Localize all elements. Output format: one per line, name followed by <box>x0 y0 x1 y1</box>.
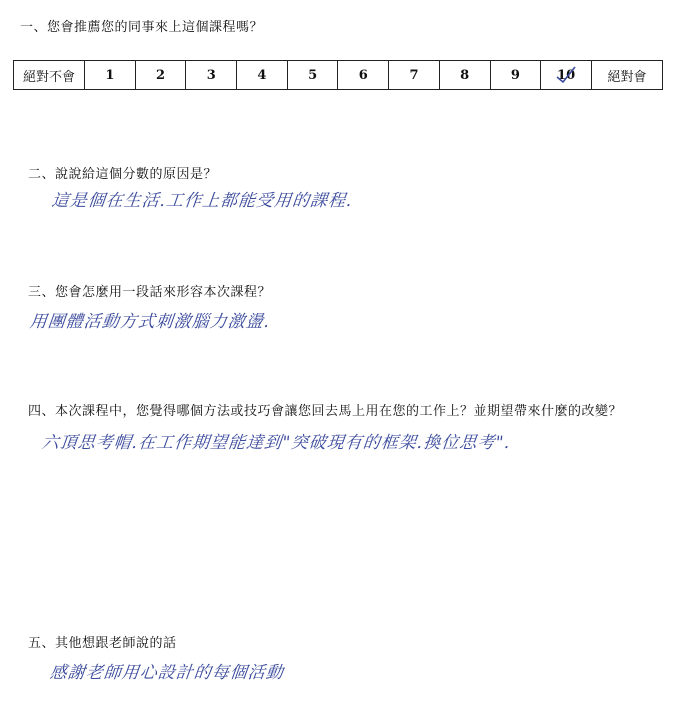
scale-option-7[interactable]: 7 <box>389 61 440 90</box>
scale-option-4[interactable]: 4 <box>237 61 288 90</box>
question-2: 二、說說給這個分數的原因是？ <box>28 167 218 182</box>
question-1: 一、您會推薦您的同事來上這個課程嗎？ <box>20 20 264 35</box>
question-4: 四、本次課程中，您覺得哪個方法或技巧會讓您回去馬上用在您的工作上？並期望帶來什麼的改變？ <box>28 404 623 419</box>
scale-option-5[interactable]: 5 <box>287 61 338 90</box>
answer-4: 六頂思考帽.在工作期望能達到"突破現有的框架.換位思考". <box>40 433 512 453</box>
question-5: 五、其他想跟老師說的話 <box>28 636 177 651</box>
question-3: 三、您會怎麼用一段話來形容本次課程？ <box>28 285 272 300</box>
scale-option-1[interactable]: 1 <box>85 61 136 90</box>
answer-2: 這是個在生活.工作上都能受用的課程. <box>50 191 354 211</box>
answer-3: 用團體活動方式刺激腦力激盪. <box>28 312 272 332</box>
rating-scale <box>13 60 663 90</box>
scale-option-6[interactable]: 6 <box>338 61 389 90</box>
scale-option-2[interactable]: 2 <box>135 61 186 90</box>
scale-option-10[interactable] <box>541 61 592 90</box>
check-mark-icon <box>554 65 578 85</box>
scale-low-label: 絕對不會 <box>14 61 85 90</box>
scale-option-9[interactable]: 9 <box>490 61 541 90</box>
scale-option-3[interactable]: 3 <box>186 61 237 90</box>
scale-option-10-label: 10 <box>557 67 576 83</box>
answer-5: 感謝老師用心設計的每個活動 <box>48 663 285 683</box>
scale-option-8[interactable]: 8 <box>439 61 490 90</box>
scale-high-label: 絕對會 <box>592 61 663 90</box>
